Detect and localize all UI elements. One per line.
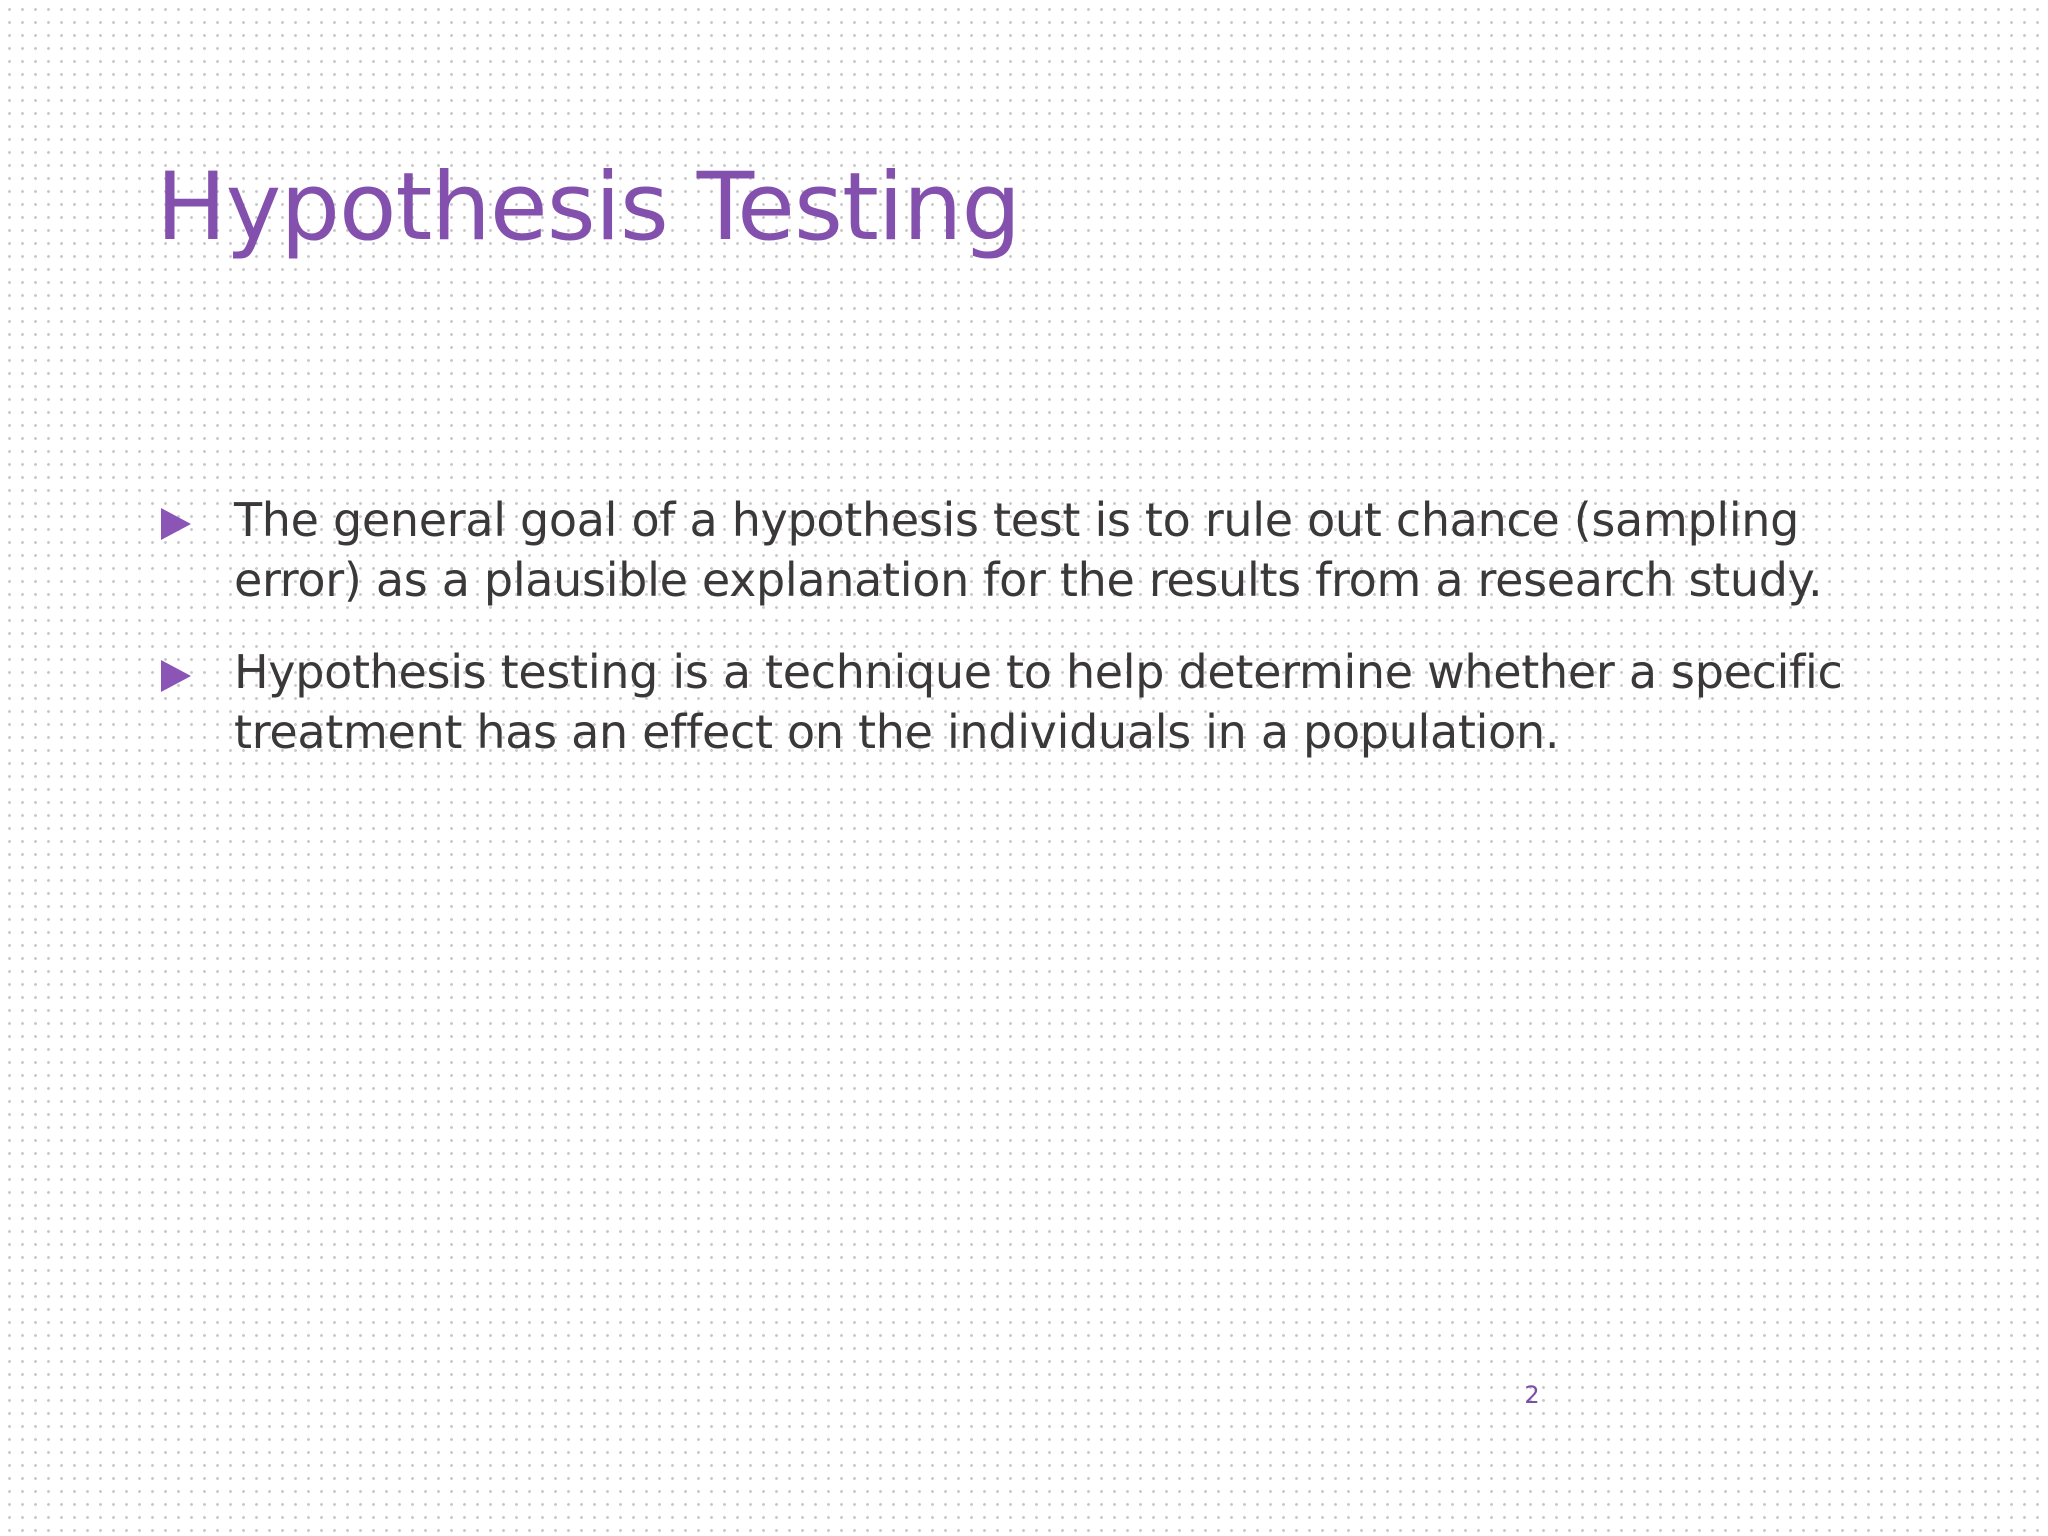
bullet-text: The general goal of a hypothesis test is to rule out chance (sampling error) as a plausible explanation for the results from a research study. <box>234 493 1823 607</box>
triangle-right-icon <box>161 660 191 692</box>
triangle-right-icon <box>161 508 191 540</box>
bullet-item <box>156 490 1916 610</box>
bullet-list <box>156 490 1916 794</box>
slide-title: Hypothesis Testing <box>156 153 1021 262</box>
bullet-text: Hypothesis testing is a technique to help determine whether a specific treatment has an effect on the individuals in a population. <box>234 645 1843 759</box>
slide-number: 2 <box>1524 1381 1540 1409</box>
bullet-item <box>156 642 1916 762</box>
